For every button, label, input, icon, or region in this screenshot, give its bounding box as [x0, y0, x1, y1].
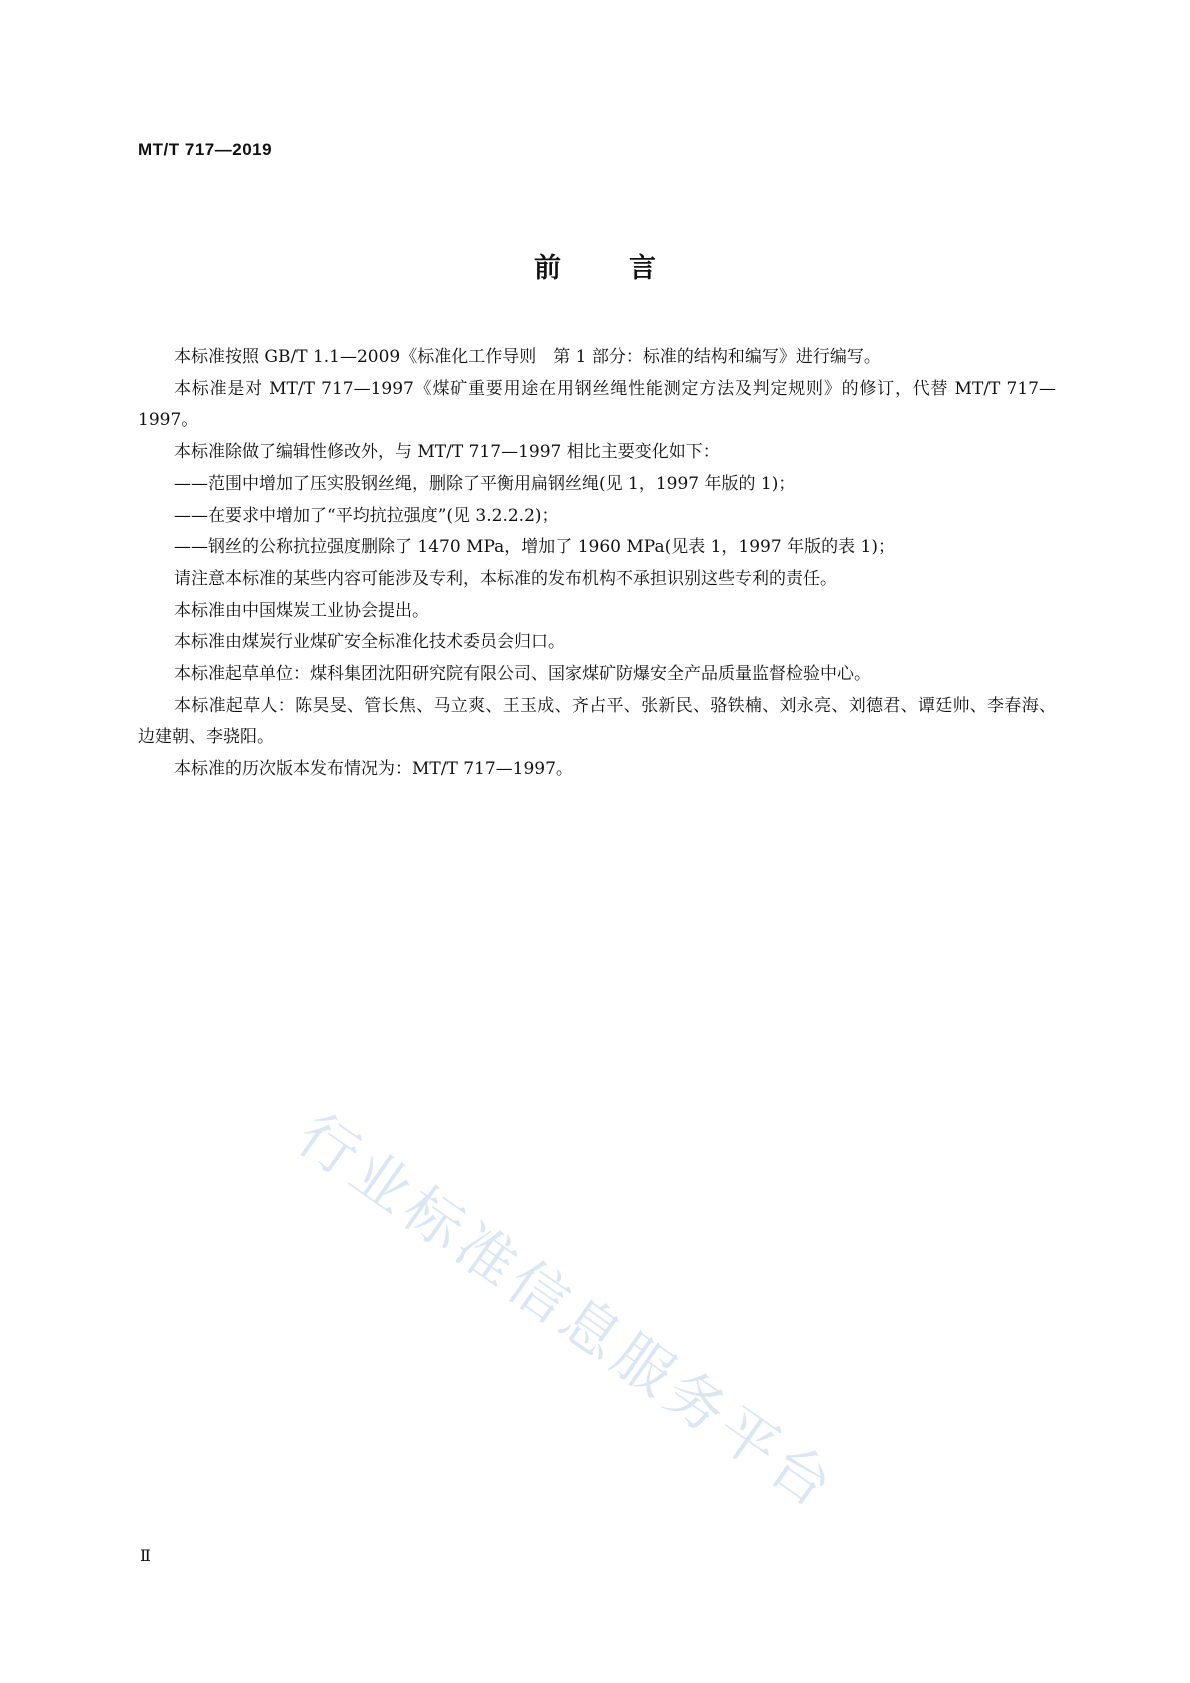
foreword-body: [138, 342, 1056, 786]
paragraph: 本标准由煤炭行业煤矿安全标准化技术委员会归口。: [174, 632, 565, 653]
paragraph: 本标准是对 MT/T 717—1997《煤矿重要用途在用钢丝绳性能测定方法及判定规则》的修订，代替 MT/T 717—1997。: [138, 378, 1056, 431]
paragraph: 请注意本标准的某些内容可能涉及专利，本标准的发布机构不承担识别这些专利的责任。: [174, 568, 837, 589]
paragraph: 本标准起草人：陈昊旻、管长焦、马立爽、王玉成、齐占平、张新民、骆铁楠、刘永亮、刘德君、谭廷帅、李春海、边建朝、李骁阳。: [138, 695, 1056, 748]
change-list-item: ——在要求中增加了“平均抗拉强度”(见 3.2.2.2)；: [174, 505, 559, 526]
change-list-item: ——范围中增加了压实股钢丝绳，删除了平衡用扁钢丝绳(见 1，1997 年版的 1)；: [174, 473, 796, 494]
paragraph: 本标准起草单位：煤科集团沈阳研究院有限公司、国家煤矿防爆安全产品质量监督检验中心。: [174, 664, 871, 685]
paragraph: 本标准除做了编辑性修改外，与 MT/T 717—1997 相比主要变化如下：: [174, 442, 720, 463]
change-list-item: ——钢丝的公称抗拉强度删除了 1470 MPa，增加了 1960 MPa(见表 1，1997 年版的表 1)；: [174, 537, 895, 558]
watermark: 行业标准信息服务平台: [285, 1100, 849, 1524]
paragraph: 本标准按照 GB/T 1.1—2009《标准化工作导则 第 1 部分：标准的结构和编写》进行编写。: [174, 347, 881, 367]
paragraph: 本标准的历次版本发布情况为：MT/T 717—1997。: [174, 759, 573, 780]
page-number: Ⅱ: [140, 1548, 151, 1565]
page-title: 前言: [534, 253, 724, 284]
standard-code: MT/T 717—2019: [138, 140, 273, 159]
paragraph: 本标准由中国煤炭工业协会提出。: [174, 600, 429, 621]
